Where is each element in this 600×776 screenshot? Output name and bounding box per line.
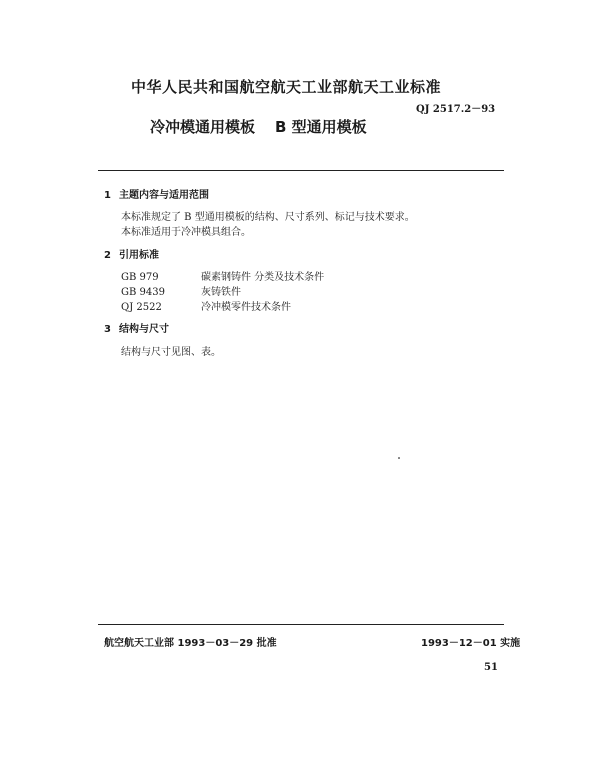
scan-speck [398,457,400,459]
reference-row [121,283,241,298]
reference-code: QJ 2522 [121,302,162,313]
reference-row [121,268,324,283]
reference-code: GB 9439 [121,287,165,298]
title-main: 冷冲模通用模板 [150,118,256,136]
document-title [150,116,367,137]
paragraph: 结构与尺寸见图、表。 [121,347,221,358]
reference-title: 碳素钢铸件 分类及技术条件 [201,272,325,283]
paragraph: 本标准适用于冷冲模具组合。 [121,227,251,238]
section-title: 结构与尺寸 [119,324,169,335]
footer-divider [98,624,504,625]
section-title: 引用标准 [119,250,159,261]
reference-code: GB 979 [121,272,159,283]
title-sub: B 型通用模板 [275,118,367,136]
reference-title: 冷冲模零件技术条件 [201,302,291,313]
page-number: 51 [484,662,498,673]
approval-date: 航空航天工业部 1993－03－29 批准 [104,638,277,649]
section-number: 1 [104,190,111,201]
header-divider [98,170,504,171]
standard-code: QJ 2517.2－93 [416,104,496,115]
section-heading [104,246,159,261]
reference-title: 灰铸铁件 [201,287,241,298]
section-heading [104,320,169,335]
paragraph: 本标准规定了 B 型通用模板的结构、尺寸系列、标记与技术要求。 [121,212,415,223]
issuing-agency: 中华人民共和国航空航天工业部航天工业标准 [131,78,442,96]
section-number: 3 [104,324,111,335]
section-title: 主题内容与适用范围 [119,190,209,201]
reference-row [121,298,291,313]
section-heading [104,186,209,201]
effective-date: 1993－12－01 实施 [421,638,521,649]
section-number: 2 [104,250,111,261]
